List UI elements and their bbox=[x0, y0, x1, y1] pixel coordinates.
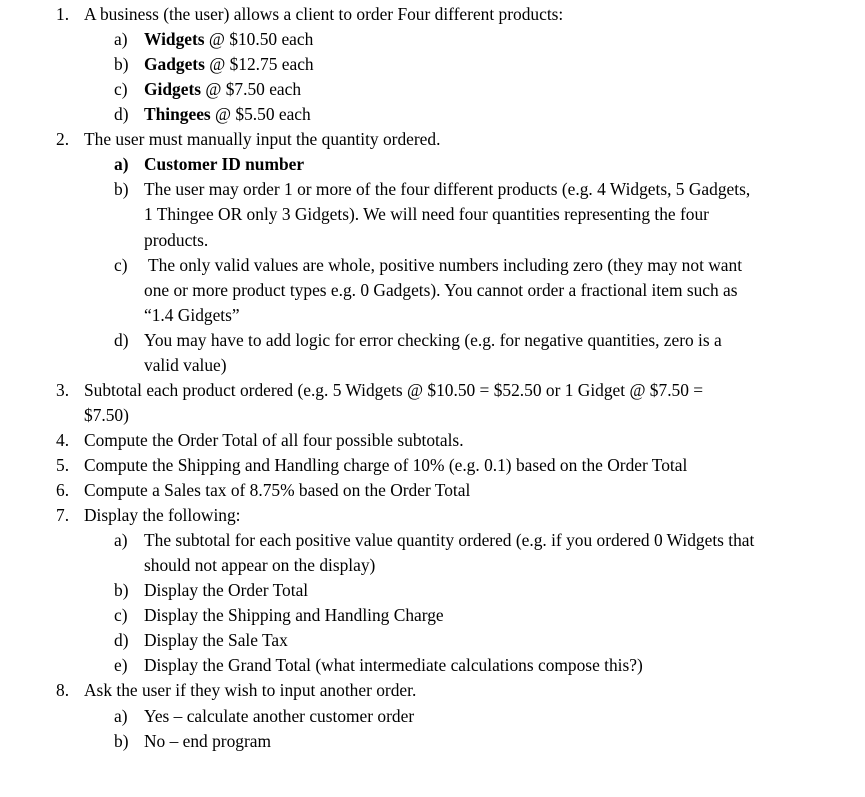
sub-letter: b) bbox=[114, 54, 129, 74]
item-text: Compute the Order Total of all four possible subtotals. bbox=[84, 430, 464, 450]
sub-text: Display the Sale Tax bbox=[144, 630, 288, 650]
product-name: Gadgets bbox=[144, 54, 205, 74]
sub-text: Yes – calculate another customer order bbox=[144, 706, 415, 726]
sub-letter: a) bbox=[114, 530, 128, 550]
sub-letter: d) bbox=[114, 630, 129, 650]
product-price: @ $10.50 each bbox=[204, 29, 314, 49]
sub-letter: c) bbox=[114, 255, 128, 275]
product-price: @ $5.50 each bbox=[210, 104, 311, 124]
sub-letter: a) bbox=[114, 706, 128, 726]
product-name: Thingees bbox=[144, 104, 211, 124]
item-number: 2. bbox=[56, 129, 70, 149]
item-number: 3. bbox=[56, 380, 70, 400]
sub-letter: d) bbox=[114, 330, 129, 350]
product-name: Gidgets bbox=[144, 79, 202, 99]
item-text-line: $7.50) bbox=[84, 405, 129, 425]
item-text: Ask the user if they wish to input another order. bbox=[84, 680, 417, 700]
sub-letter: b) bbox=[114, 580, 129, 600]
sub-text-line: should not appear on the display) bbox=[144, 555, 376, 575]
item-number: 5. bbox=[56, 455, 70, 475]
sub-text: Display the Order Total bbox=[144, 580, 309, 600]
sub-letter: e) bbox=[114, 655, 128, 675]
product-price: @ $12.75 each bbox=[204, 54, 314, 74]
sub-text: Display the Grand Total (what intermediate calculations compose this?) bbox=[144, 655, 643, 675]
sub-letter: a) bbox=[114, 29, 128, 49]
sub-text-line: one or more product types e.g. 0 Gadgets). You cannot order a fractional item such as bbox=[144, 280, 738, 300]
sub-letter: c) bbox=[114, 605, 128, 625]
sub-text: Display the Shipping and Handling Charge bbox=[144, 605, 444, 625]
sub-text-line: You may have to add logic for error checking (e.g. for negative quantities, zero is a bbox=[144, 330, 722, 350]
product-name: Widgets bbox=[144, 29, 205, 49]
item-text-line: Subtotal each product ordered (e.g. 5 Widgets @ $10.50 = $52.50 or 1 Gidget @ $7.50 = bbox=[84, 380, 704, 400]
item-text: The user must manually input the quantity ordered. bbox=[84, 129, 441, 149]
sub-letter: c) bbox=[114, 79, 128, 99]
item-text: Compute a Sales tax of 8.75% based on the Order Total bbox=[84, 480, 471, 500]
sub-text: Customer ID number bbox=[144, 154, 305, 174]
item-number: 4. bbox=[56, 430, 70, 450]
product-price: @ $7.50 each bbox=[201, 79, 302, 99]
sub-letter: b) bbox=[114, 179, 129, 199]
sub-letter: d) bbox=[114, 104, 129, 124]
item-number: 8. bbox=[56, 680, 70, 700]
sub-text-line: The user may order 1 or more of the four different products (e.g. 4 Widgets, 5 Gadgets, bbox=[144, 179, 751, 199]
sub-text: No – end program bbox=[144, 731, 272, 751]
sub-text-line: valid value) bbox=[144, 355, 227, 375]
sub-text-line: products. bbox=[144, 230, 209, 250]
sub-text-line: 1 Thingee OR only 3 Gidgets). We will need four quantities representing the four bbox=[144, 204, 709, 224]
sub-letter: b) bbox=[114, 731, 129, 751]
item-text: Display the following: bbox=[84, 505, 241, 525]
item-text: Compute the Shipping and Handling charge of 10% (e.g. 0.1) based on the Order Total bbox=[84, 455, 688, 475]
sub-text-line: The subtotal for each positive value quantity ordered (e.g. if you ordered 0 Widgets that bbox=[144, 530, 755, 550]
item-number: 7. bbox=[56, 505, 70, 525]
item-number: 6. bbox=[56, 480, 70, 500]
item-text: A business (the user) allows a client to order Four different products: bbox=[84, 4, 564, 24]
sub-text-line: “1.4 Gidgets” bbox=[144, 305, 240, 325]
sub-text-line: The only valid values are whole, positive numbers including zero (they may not want bbox=[144, 255, 743, 275]
item-number: 1. bbox=[56, 4, 70, 24]
sub-letter: a) bbox=[114, 154, 129, 174]
